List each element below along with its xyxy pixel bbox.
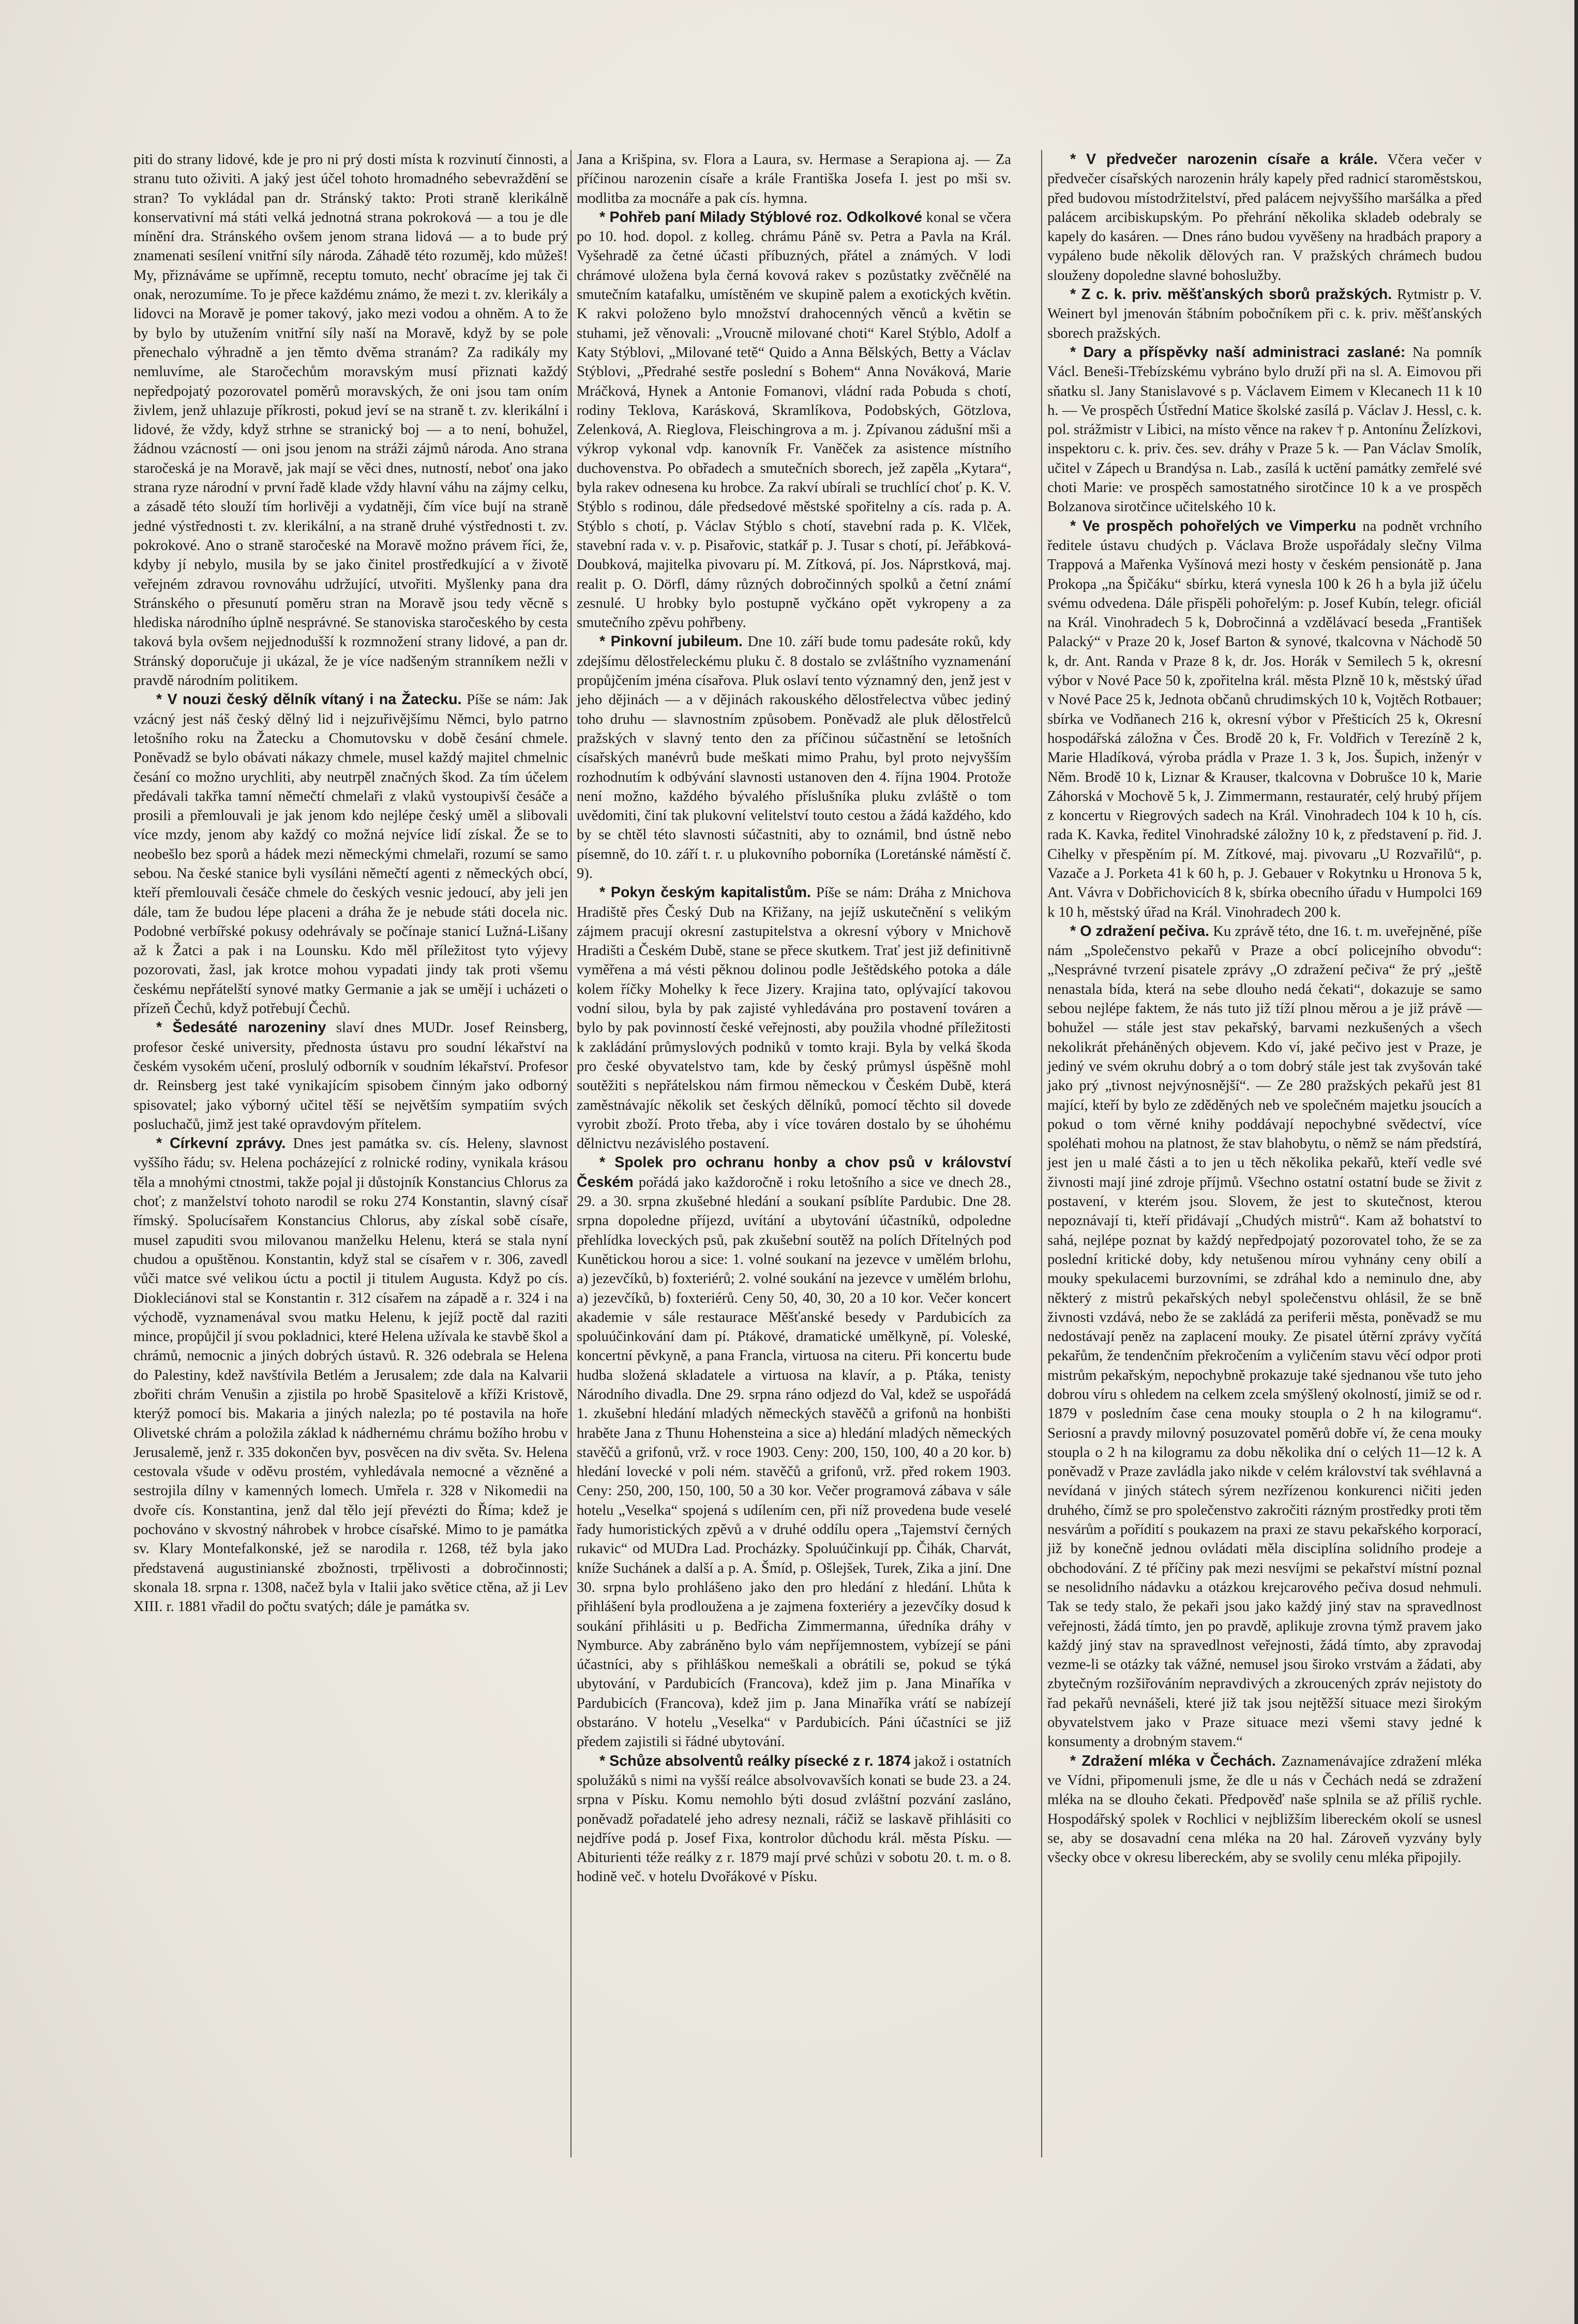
article-headline: * Schůze absolventů reálky písecké z r. 1874 bbox=[599, 1752, 911, 1769]
article-headline: * Pohřeb paní Milady Stýblové roz. Odkolkové bbox=[599, 208, 922, 226]
article-paragraph bbox=[1047, 517, 1482, 922]
article-paragraph bbox=[1047, 343, 1482, 517]
article-headline: * Z c. k. priv. měšťanských sborů pražských. bbox=[1070, 286, 1392, 303]
article-headline: * Pinkovní jubileum. bbox=[599, 633, 743, 650]
column-rule bbox=[570, 150, 572, 2157]
article-headline: * V předvečer narozenin císaře a krále. bbox=[1070, 151, 1378, 168]
text-column-right bbox=[1047, 150, 1482, 1867]
text-column-middle bbox=[577, 150, 1011, 1887]
article-body: na podnět vrchního ředitele ústavu chudých p. Václava Brože uspořádaly slečny Vilma Trappová a Mařenka Vyšínová mezi hosty v českém pensionátě p. Jana Prokopa „na Špičáku“ sbírku, která vynesla 100 k 26 h a byla již účelu svému odvedena. Dále přispěli pohořelým: p. Josef Kubín, telegr. oficiál na Král. Vinohradech 5 k, Dobročinná a vzdělávací beseda „František Palacký“ v Praze 20 k, Josef Barton & synové, tkalcovna v Náchodě 50 k, dr. Ant. Randa v Praze 8 k, dr. Jos. Horák v Semilech 5 k, okresní výbor v Nové Pace 50 k, zpořitelna král. města Plzně 10 k, městský úřad v Nové Pace 25 k, Jednota občanů chrudimských 10 k, Vojtěch Rotbauer; sbírka ve Vodňanech 216 k, okresní výbor v Přešticích 25 k, Okresní hospodářská záložna v Čes. Brodě 20 k, Fr. Voldřich v Terezíně 2 k, Marie Hladíková, výroba prádla v Praze 1. 3 k, Jos. Šupich, inženýr v Něm. Brodě 10 k, Liznar & Krauser, tkalcovna v Dobrušce 10 k, Marie Záhorská v Mochově 5 k, J. Zimmermann, restauratér, celý hrubý příjem z koncertu v Riegrových sadech na Král. Vinohradech 104 k 10 h, cís. rada K. Kavka, ředitel Vinohradské záložny 10 k, z představení p. řid. J. Cihelky v přespěním pí. M. Zítkové, maj. pivovaru „U Rozvařilů“, p. Vazače a J. Porketa 41 k 60 h, p. J. Gebauer v Rokytnku u Hronova 5 k, Ant. Vávra v Dobřichovicích 8 k, sbírka obecního úřadu v Humpolci 169 k 10 h, městský úřad na Král. Vinohradech 200 k. bbox=[1047, 518, 1482, 920]
article-body: Dnes jest památka sv. cís. Heleny, slavnost vyššího řádu; sv. Helena pocházející z rolnické rodiny, vynikala krásou těla a mnohými ctnostmi, takže pojal ji důstojník Konstancius Chlorus za choť; z manželství tohoto narodil se roku 274 Konstantin, slavný císař římský. Spolucísařem Konstancius Chlorus, aby získal sobě císaře, musel zapuditi svou milovanou manželku Helenu, která se stala nyní chudou a opuštěnou. Konstantin, když stal se císařem v r. 306, zavedl vůči matce své velikou úctu a poctil ji titulem Augusta. Když po cís. Diokleciánovi stal se Konstantin r. 312 císařem na západě a r. 324 i na východě, vyznamenával svou matku Helenu, k jejíž poctě dal raziti mince, propůjčil jí svou pokladnici, které Helena užívala ke stavbě škol a chrámů, nemocnic a jiných dobrých ústavů. R. 326 odebrala se Helena do Palestiny, kdež navštívila Betlém a Jerusalem; zde dala na Kalvarii zbořiti chrám Venušin a zjistila po hrobě Spasitelově a kříži Kristově, kterýž pomocí bis. Makaria a jiných nalezla; po té postavila na hoře Olivetské chrám a položila základ k nádhernému chrámu božího hrobu v Jerusalemě, jenž r. 335 dokončen byv, posvěcen na div světa. Sv. Helena cestovala všude v oděvu prostém, vyhledávala nemocné a vězněné a sestrojila dílny v kamenných lomech. Umřela r. 328 v Nikomedii na dvoře cís. Konstantina, jenž dal tělo její převézti do Říma; kdež je pochováno v skvostný náhrobek v hrobce císařské. Mimo to je památka sv. Klary Montefalkonské, jež se narodila r. 1268, též byla jako představená augustinianské zbožnosti, trpělivosti a dobročinnosti; skonala 18. srpna r. 1308, načež byla v Italii jako světice ctěna, až ji Lev XIII. r. 1881 vřadil do počtu svatých; dále je památka sv. bbox=[133, 1136, 568, 1615]
article-paragraph bbox=[133, 690, 568, 1018]
article-paragraph bbox=[577, 883, 1011, 1153]
article-headline: * Církevní zprávy. bbox=[156, 1135, 286, 1152]
article-body: Zaznamenávajíce zdražení mléka ve Vídni, připomenuli jsme, že dle u nás v Čechách nedá se zdražení mléka na se dlouho čekati. Předpověď naše splnila se až příliš rychle. Hospodářský spolek v Rochlici v nejbližším libereckém okolí se usnesl se, aby se dosavadní cena mléka na 20 hal. Zároveň vyzvány byly všecky obce v okresu libereckém, aby se svolily cenu mléka připojily. bbox=[1047, 1753, 1482, 1866]
article-body: konal se včera po 10. hod. dopol. z kolleg. chrámu Páně sv. Petra a Pavla na Král. Vyšehradě za četné účasti příbuzných, přátel a známých. V lodi chrámové uložena byla černá kovová rakev s pozůstatky zvěčnělé na smutečním katafalku, umístěném ve skupině palem a exotických květin. K rakvi položeno bylo množství drahocenných věnců a květin se stuhami, jež věnovali: „Vroucně milované choti“ Karel Stýblo, Adolf a Katy Stýblovi, „Milované tetě“ Quido a Anna Bělských, Betty a Václav Stýblovi, „Předrahé sestře poslední s Bohem“ Anna Nováková, Marie Mráčková, Hynek a Antonie Fomanovi, vládní rada Pobuda s chotí, rodiny Teklova, Karásková, Skramlíkova, Podobských, Götzlova, Zelenková, A. Rieglova, Fleischingrova a m. j. Zpívanou zádušní mši a výkrop vykonal vdp. kanovník Fr. Vaněček za asistence místního duchovenstva. Po obřadech a smutečních sborech, jež zapěla „Kytara“, byla rakev odnesena ku hrobce. Za rakví ubírali se truchlící choť p. K. V. Stýblo s rodinou, dále předsedové městské spořitelny a cís. rada p. A. Stýblo s chotí, p. Václav Stýblo s chotí, stavební rada p. K. Vlček, stavební rada v. v. p. Pisařovic, statkář p. J. Tusar s chotí, pí. Jeřábková-Doubková, majitelka pivovaru pí. M. Zítková, pí. Jos. Náprstková, maj. realit p. O. Dörfl, dámy různých dobročinných spolků a četní známí zesnulé. U hrobky bylo postupně vyčkáno opět vykropeny a za smutečního zpěvu pohřbeny. bbox=[577, 209, 1011, 631]
article-paragraph bbox=[133, 1018, 568, 1134]
article-paragraph bbox=[577, 150, 1011, 208]
article-body: piti do strany lidové, kde je pro ni prý dosti místa k rozvinutí činnosti, a stranu tuto oživiti. A jaký jest účel tohoto hromadného sebevraždění se stran? To vykládal pan dr. Stránský takto: Proti straně klerikálně konservativní má státi velká jednotná strana pokroková — a tou je dle mínění dra. Stránského ovšem jenom strana lidová — a to bude prý znamenati sesílení vnitřní síly národa. Záhadě této rozuměj, kdo můžeš! My, přiznáváme se upřímně, receptu tomuto, nechť obracíme jej tak či onak, nerozumíme. To je přece každému známo, že mezi t. zv. klerikály a lidovci na Moravě je pomer takový, jako mezi vodou a ohněm. A to že by bylo by utužením vnitřní síly naší na Moravě, když by se pole přenechalo výhradně a jen těmto dvěma stranám? Za radikály my nemluvíme, ale Staročechům moravským musí přiznati každý nepředpojatý pozorovatel poměrů moravských, že oni jsou tam oním živlem, jenž uhlazuje příkrosti, pokud jeví se na straně t. zv. klerikální i lidové, že vždy, když strhne se stranický boj — a to není, bohužel, žádnou vzácností — oni jsou jenom na stráži zájmů národa. Ano strana staročeská je na Moravě, jak mají se věci dnes, nutností, neboť ona jako strana ryze národní v první řadě klade vždy hlavní váhu na zájmy celku, a zásadě této slouží tím horlivěji a vydatněji, čím více bují na straně jedné výstřednosti t. zv. klerikální, a na straně druhé výstřednosti t. zv. pokrokové. Ano o straně staročeské na Moravě možno právem říci, že, kdyby jí nebylo, musila by se jako činitel prostředkující a v životě veřejném zdravou rovnováhu udržující, utvořiti. Myšlenky pana dra Stránského o přesunutí poměru stran na Moravě jsou tedy věcně s hlediska národního úplně nesprávné. Se stanoviska staročeského by cesta taková byla ovšem nejjednodušší k rozmnožení strany lidové, a pan dr. Stránský doporučuje ji ukázal, že je více nadšeným stranníkem nežli v pravdě národním politikem. bbox=[133, 152, 568, 689]
article-headline: * Spolek pro ochranu honby a chov psů v království Českém bbox=[577, 1154, 1011, 1190]
article-body: pořádá jako každoročně i roku letošního a sice ve dnech 28., 29. a 30. srpna zkušebné hledání a soukaní psíblíte Pardubic. Dne 28. srpna dopoledne příjezd, uvítání a ubytování účastníků, odpoledne přehlídka loveckých psů, pak zkušební soutěž na polích Dřítelných pod Kunětickou horou a sice: 1. volné soukaní na jezevce v umělém brlohu, a) jezevčíků, b) foxteriérů; 2. volné soukání na jezevce v umělém brlohu, a) jezevčíků, b) foxteriérů. Ceny 50, 40, 30, 20 a 10 kor. Večer koncert akademie v sále restaurace Měšťanské besedy v Pardubicích za spoluúčinkování dam pí. Ptákové, dramatické umělkyně, pí. Voleské, koncertní pěvkyně, a pana Francla, virtuosa na citeru. Při koncertu bude hudba složená skladatele a virtuosa na klavír, a p. Ptáka, tenisty Národního divadla. Dne 29. srpna ráno odjezd do Val, kdež se uspořádá 1. zkušební hledání mladých německých stavěčů a grifonů na honbišti hraběte Jana z Thunu Hohensteina a sice a) hledání mladých německých stavěčů a grifonů, vrž. v roce 1903. Ceny: 200, 150, 100, 40 a 20 kor. b) hledání lovecké v poli ném. stavěčů a grifonů, vrž. před rokem 1903. Ceny: 250, 200, 150, 100, 50 a 30 kor. Večer programová zábava v sále hotelu „Veselka“ spojená s udílením cen, při níž provedena bude veselé řady humoristických zpěvů a v druhé oddílu opera „Tajemství černých rukavic“ od MUDra Lad. Procházky. Spoluúčinkují pp. Čihák, Charvát, kníže Suchánek a další a p. A. Šmíd, p. Ošlejšek, Turek, Zika a jiní. Dne 30. srpna bylo prohlášeno jako den pro hledání z hledání. Lhůta k přihlášení byla prodloužena a je zajmena foxteriéry a jezevčíky dosud k soukání přihlásiti u p. Bedřicha Zimmermanna, úředníka dráhy v Nymburce. Aby zabráněno bylo vám nepříjemnostem, vybízejí se páni účastníci, aby s přihláškou nemeškali a obrátili se, pokud se týká ubytování, v Pardubicích (Francova), kdež jim p. Jana Minaříka v Pardubicích (Francova), kdež jim p. Jana Minaříka vrátí se nabízejí obstaráno. V hotelu „Veselka“ v Pardubicích. Páni účastníci se již předem zajistili si řádné ubytování. bbox=[577, 1174, 1011, 1750]
article-paragraph bbox=[577, 1153, 1011, 1751]
article-paragraph bbox=[133, 150, 568, 690]
column-rule bbox=[1041, 150, 1042, 2157]
article-body: Jana a Krišpina, sv. Flora a Laura, sv. Hermase a Serapiona aj. — Za příčinou narozenin císaře a krále Františka Josefa I. jest po mši sv. modlitba za mocnáře a pak cís. hymna. bbox=[577, 152, 1011, 206]
article-headline: * Šedesáté narozeniny bbox=[156, 1019, 326, 1036]
article-body: Rytmistr p. V. Weinert byl jmenován štábním pobočníkem při c. k. priv. měšťanských sborech pražských. bbox=[1047, 287, 1482, 341]
article-headline: * Pokyn českým kapitalistům. bbox=[599, 884, 811, 901]
article-paragraph bbox=[1047, 922, 1482, 1752]
article-headline: * V nouzi český dělník vítaný i na Žatecku. bbox=[156, 691, 462, 708]
article-body: Na pomník Václ. Beneši-Třebízskému vybráno bylo druží při na sl. A. Eimovou při sňatku sl. Jany Stanislavové s p. Václavem Eimem v Klecanech 11 k 10 h. — Ve prospěch Ústřední Matice školské zasílá p. Václav J. Hessl, c. k. pol. strážmistr v Libici, na místo věnce na rakev † p. Antonínu Želízkovi, inspektoru c. k. priv. čes. sev. dráhy v Praze 5 k. — Pan Václav Smolík, učitel v Zápech u Brandýsa n. Lab., zasílá k uctění památky zemřelé své choti Marie: ve prospěch samostatného sirotčince 10 k a ve prospěch Bolzanova sirotčince učitelského 10 k. bbox=[1047, 344, 1482, 515]
article-paragraph bbox=[133, 1134, 568, 1616]
article-headline: * Dary a příspěvky naší administraci zaslané: bbox=[1070, 344, 1406, 361]
article-body: Píše se nám: Dráha z Mnichova Hradiště přes Český Dub na Křižany, na jejíž uskutečnění s velikým zájmem pracují okresní zastupitelstva a okresní výbory v Mnichově Hradišti a Českém Dubě, stane se přece skutkem. Trať jest již definitivně vyměřena a má vésti pěknou dolinou podle Ještědského potoka a dále kolem říčky Mohelky k řece Jizery. Krajina tato, oplývající takovou vodní silou, byla by pak zajisté vyhledávána pro postavení továren a bylo by pak povinností české veřejnosti, aby použila vhodné příležitosti k zakládání průmyslových podniků v tomto kraji. Byla by velká škoda pro české obyvatelstvo tam, kde by český průmysl úspěšně mohl soutěžiti s nepřátelskou nám firmou německou v Českém Dubě, která zaměstnávajíc několik set českých dělníků, pomocí těchto sil dovede vyrobit zboží. Proto třeba, aby i více továren dostalo by se úhohému dělnictvu nezávislého postavení. bbox=[577, 885, 1011, 1152]
article-paragraph bbox=[1047, 1752, 1482, 1868]
article-paragraph bbox=[1047, 285, 1482, 343]
article-body: jakož i ostatních spolužáků s nimi na vyšší reálce absolvovavších konati se bude 23. a 24. srpna v Písku. Komu nemohlo býti dosud zvláštní pozvání zasláno, poněvadž pořadatelé jeho adresy neznali, ráčiž se laskavě přihlásiti co nejdříve podá p. Josef Fixa, kontrolor důchodu král. města Písku. — Abiturienti téže reálky z r. 1879 mají prvé schůzi v sobotu 20. t. m. o 8. hodině več. v hotelu Dvořákové v Písku. bbox=[577, 1753, 1011, 1885]
article-body: Ku zprávě této, dne 16. t. m. uveřejněné, píše nám „Společenstvo pekařů v Praze a obcí policejního obvodu“: „Nesprávné tvrzení pisatele zprávy „O zdražení pečiva“ že prý „ještě nenastala bída, která na sebe dlouho nedá čekati“, dokazuje se samo sebou nejlépe faktem, že nás tuto již tíží plnou měrou a je již právě — bohužel — stále jest stav pekařský, barvami nezkušených a všech nekolikrát přeháněných objevem. Kdo ví, jaké pečivo jest v Praze, je jediný ve svém okruhu dobrý a o tom dobrý stále jest tak zvyšován také jako prý „tivnost nejvýnosnější“. — Ze 280 pražských pekařů jest 81 mající, kteří by bylo ze zděděných neb ve společném majetku jsoucích a pokud o tom věrné knihy poddávají nepochybné svědectví, více spoléhati mohou na platnost, že stav blahobytu, o němž se nám předstírá, jest jen u malé části a to jen u těch několika pekařů, kteří vedle své živnosti mají jiné zdroje příjmů. Všechno ostatní ostatní bude se živit z postavení, v kterém jsou. Slovem, že jest to skutečnost, kterou nepoznávají ti, kteří přidávají „Chudých mistrů“. Kam až bohatství to sahá, nejlépe poznat by každý nepředpojatý pozorovatel toho, že se za poslední kritické doby, kdy netušenou mírou vyhnány ceny obilí a mouky spekulacemi burzovními, se zdráhal kdo a neminulo dne, aby některý z mistrů pekařských nebyl společenstvu ohlásil, že se bně živnosti vzdává, nebo že se zakládá za periferii města, poněvadž se mu nedostávají peněz na zaplacení mouky. Ze pisatel útěrní zprávy vyčítá pekařům, že tendenčním překročením a vyličením stavu věcí odpor proti mistrům pekařským, nepochybně prokazuje také sjednanou vše tuto jeho dobrou víru s ohledem na celkem zcela smýšlený okolností, jimiž se od r. 1879 v posledním čase cena mouky stoupla o 2 h na kilogramu“. Seriosní a pravdy milovný posuzovatel poměrů dobře ví, že cena mouky stoupla o 2 h na kilogramu za dobu několika dní o celých 11—12 k. A poněvadž v Praze zavládla jako nikde v celém království tak svéhlavná a nevídaná v jiných státech sýrem nezřízenou konkurenci ničiti jeden druhého, čímž se pro společenstvo zakročiti rázným prostředky proti těm nesvárům a pořídití s poukazem na praxi ze stavu pekařského korporací, již by konečně jednou ovládati měla disciplína solidního prodeje a obchodování. Z té příčiny pak mezi nesvíjmi se pekařství místní poznal se nesolidního nádavku a otázkou krejcarového pečiva dosud nehmuli. Tak se tedy stalo, že pekaři jsou jako každý jiný stav na spravedlnost veřejnosti, žádá tímto, jen po pravdě, aplikuje zrovna týmž pravem jako každý jiný stav na spravedlnost veřejnosti, žádá tímto, aby zpravodaj vezme-li se otázky tak vážné, nemusel jsou široko vrstvám a žádati, aby zbytečným rozšiřováním nepravdivých a zkroucených zpráv nejistoty do řad pekařů nevnášeli, které již tak jsou nejtěžší situace mezi širokým obyvatelstvem jako v Praze situace mezi všemi stavy jedné k konsumenty a drobným stavem.“ bbox=[1047, 923, 1482, 1750]
article-paragraph bbox=[577, 1752, 1011, 1887]
article-body: slaví dnes MUDr. Josef Reinsberg, profesor české university, přednosta ústavu pro soudní lékařství na českém vysokém učení, proslulý odborník v soudním lékařství. Profesor dr. Reinsberg jest také vynikajícím spisobem činným jako odborný spisovatel; jako výborný učitel těší se největším sympatiím svých posluchačů, jimž jest také opravdovým přítelem. bbox=[133, 1020, 568, 1133]
page-edge bbox=[1574, 0, 1578, 2324]
article-headline: * Zdražení mléka v Čechách. bbox=[1070, 1752, 1276, 1769]
article-body: Píše se nám: Jak vzácný jest náš český dělný lid i nejzuřivějšímu Němci, bylo patrno letošního roku na Žatecku a Chomutovsku v době česání chmele. Poněvadž se bylo obávati nákazy chmele, musel každý majitel chmelnic česání co možno urychliti, aby neutrpěl značných škod. Za tím účelem předávali takřka tamní němečtí chmelaři z vlaků vystoupivší česáče a prosili a přemlouvali je jak jenom kdo nejlépe český uměl a slibovali více mzdy, jenom aby každý co možná nejvíce lidí získal. Že se to neobešlo bez sporů a hádek mezi německými chmelaři, rozumí se samo sebou. Na české stanice byli vysíláni němečtí agenti z německých obcí, kteří přemlouvali česáče chmele do českých vesnic jedoucí, aby jeli jen dále, tam že budou lépe placeni a dráha že je nebude státi docela nic. Podobné verbířské pokusy odehrávaly se počínaje stanicí Lužná-Lišany až k Žatci a pak i na Lounsku. Kdo měl příležitost tyto výjevy pozorovati, žasl, jak krotce mohou vypadati jindy tak proti všemu českému nepřátelští synové matky Germanie a jak se umějí i ucházeti o přízeň Čechů, když potřebují Čechů. bbox=[133, 692, 568, 1017]
article-body: Dne 10. září bude tomu padesáte roků, kdy zdejšímu dělostřeleckému pluku č. 8 dostalo se zvláštního vyznamenání propůjčením jména císařova. Pluk oslaví tento významný den, jenž jest v jeho dějinách — a v dějinách rakouského dělostřelectva vůbec jediný toho druhu — slavnostním způsobem. Poněvadž ale pluk dělostřelců pražských v slavný tento den za příčinou súčastnění se letošních císařských manévrů bude meškati mimo Prahu, byl proto nejvyšším rozhodnutím k odbývání slavnosti ustanoven den 4. října 1904. Protože není možno, každého bývalého příslušníka pluku zvláště o tom uvědomiti, činí tak plukovní velitelství touto cestou a žádá každého, kdo by se chtěl této slavnosti súčastniti, aby to oznámil, bnd ústně nebo písemně, do 10. září t. r. u plukovního poborníka (Loretánské náměstí č. 9). bbox=[577, 634, 1011, 882]
article-headline: * Ve prospěch pohořelých ve Vimperku bbox=[1070, 517, 1357, 534]
article-paragraph bbox=[577, 632, 1011, 883]
article-headline: * O zdražení pečiva. bbox=[1070, 922, 1210, 940]
article-paragraph bbox=[577, 208, 1011, 633]
article-body: Včera večer v předvečer císařských narozenin hrály kapely před radnicí staroměstskou, před budovou místodržitelství, před palácem nejvyššího maršálka a před palácem arcibiskupským. Po přehrání několika skladeb odebraly se kapely do kasáren. — Dnes ráno budou vyvěšeny na hradbách prapory a vypáleno bude několik dělových ran. V pražských chrámech budou slouženy dopoledne slavné bohoslužby. bbox=[1047, 152, 1482, 284]
article-paragraph bbox=[1047, 150, 1482, 285]
text-column-left bbox=[133, 150, 568, 1617]
